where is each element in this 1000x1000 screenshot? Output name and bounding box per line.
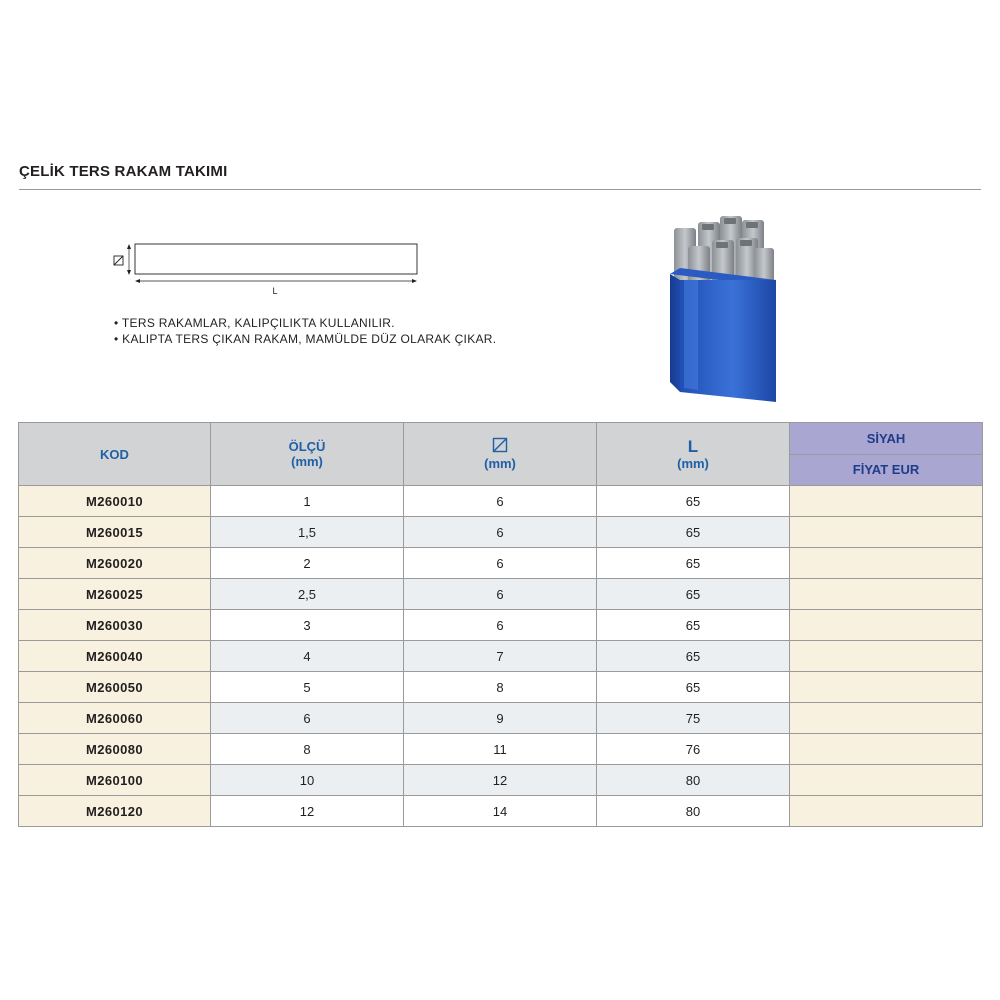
- header-length-label: L: [687, 436, 699, 456]
- cell-length: 65: [597, 517, 790, 548]
- cell-price: [790, 610, 983, 641]
- header-diameter-unit: (mm): [484, 456, 516, 471]
- cell-price: [790, 672, 983, 703]
- cell-diameter: 6: [404, 610, 597, 641]
- cell-diameter: 14: [404, 796, 597, 827]
- punch-body-outline: [135, 244, 417, 274]
- cell-diameter: 8: [404, 672, 597, 703]
- cell-olcu: 4: [211, 641, 404, 672]
- table-row: [19, 610, 983, 641]
- page-title: ÇELİK TERS RAKAM TAKIMI: [19, 163, 228, 180]
- cell-length: 65: [597, 641, 790, 672]
- specification-table: [18, 422, 983, 827]
- cell-price: [790, 703, 983, 734]
- cell-price: [790, 734, 983, 765]
- table-row: [19, 734, 983, 765]
- table-row: [19, 641, 983, 672]
- length-arrow: [135, 279, 417, 283]
- table-row: [19, 486, 983, 517]
- cell-diameter: 6: [404, 579, 597, 610]
- cell-olcu: 2,5: [211, 579, 404, 610]
- cell-length: 65: [597, 579, 790, 610]
- cell-olcu: 1: [211, 486, 404, 517]
- punch-set-image: [658, 206, 788, 406]
- cell-length: 76: [597, 734, 790, 765]
- header-diameter: [404, 423, 597, 486]
- table-row: [19, 517, 983, 548]
- cell-olcu: 5: [211, 672, 404, 703]
- cell-olcu: 8: [211, 734, 404, 765]
- cell-price: [790, 486, 983, 517]
- cell-diameter: 7: [404, 641, 597, 672]
- cell-olcu: 10: [211, 765, 404, 796]
- header-olcu-unit: (mm): [291, 454, 323, 469]
- cell-diameter: 9: [404, 703, 597, 734]
- cell-length: 65: [597, 672, 790, 703]
- feature-list: [114, 315, 496, 347]
- header-price-color: SİYAH: [790, 423, 983, 455]
- cell-diameter: 12: [404, 765, 597, 796]
- punch-dimension-diagram: [108, 236, 428, 300]
- cell-kod: M260020: [19, 548, 211, 579]
- cell-kod: M260050: [19, 672, 211, 703]
- feature-item: • KALIPTA TERS ÇIKAN RAKAM, MAMÜLDE DÜZ OLARAK ÇIKAR.: [114, 332, 497, 346]
- cell-length: 80: [597, 796, 790, 827]
- table-row: [19, 796, 983, 827]
- cell-kod: M260015: [19, 517, 211, 548]
- cell-diameter: 6: [404, 486, 597, 517]
- cell-olcu: 1,5: [211, 517, 404, 548]
- cell-kod: M260060: [19, 703, 211, 734]
- table-row: [19, 579, 983, 610]
- cell-length: 65: [597, 548, 790, 579]
- cell-olcu: 6: [211, 703, 404, 734]
- header-price-currency: FİYAT EUR: [790, 454, 983, 486]
- table-row: [19, 672, 983, 703]
- cell-diameter: 6: [404, 548, 597, 579]
- cell-diameter: 11: [404, 734, 597, 765]
- header-olcu-label: ÖLÇÜ: [288, 439, 326, 454]
- cell-price: [790, 796, 983, 827]
- table-row: [19, 548, 983, 579]
- length-label: L: [272, 286, 278, 296]
- cell-olcu: 2: [211, 548, 404, 579]
- header-length-unit: (mm): [677, 455, 709, 471]
- table-row: [19, 703, 983, 734]
- cell-diameter: 6: [404, 517, 597, 548]
- header-kod: KOD: [19, 423, 211, 486]
- cell-length: 65: [597, 610, 790, 641]
- cell-price: [790, 517, 983, 548]
- square-diameter-icon: [492, 437, 508, 453]
- cell-kod: M260025: [19, 579, 211, 610]
- cell-price: [790, 641, 983, 672]
- cell-kod: M260030: [19, 610, 211, 641]
- title-divider: [19, 189, 981, 190]
- cell-kod: M260080: [19, 734, 211, 765]
- cell-price: [790, 765, 983, 796]
- cell-olcu: 12: [211, 796, 404, 827]
- height-arrow: [127, 244, 131, 275]
- cell-kod: M260010: [19, 486, 211, 517]
- table-row: [19, 765, 983, 796]
- cell-price: [790, 579, 983, 610]
- cell-kod: M260120: [19, 796, 211, 827]
- cell-kod: M260040: [19, 641, 211, 672]
- square-diameter-icon: [114, 256, 123, 265]
- cell-kod: M260100: [19, 765, 211, 796]
- cell-length: 65: [597, 486, 790, 517]
- cell-length: 80: [597, 765, 790, 796]
- header-length: [597, 423, 790, 486]
- cell-olcu: 3: [211, 610, 404, 641]
- cell-price: [790, 548, 983, 579]
- feature-item: • TERS RAKAMLAR, KALIPÇILIKTA KULLANILIR.: [114, 316, 395, 330]
- header-olcu: [211, 423, 404, 486]
- cell-length: 75: [597, 703, 790, 734]
